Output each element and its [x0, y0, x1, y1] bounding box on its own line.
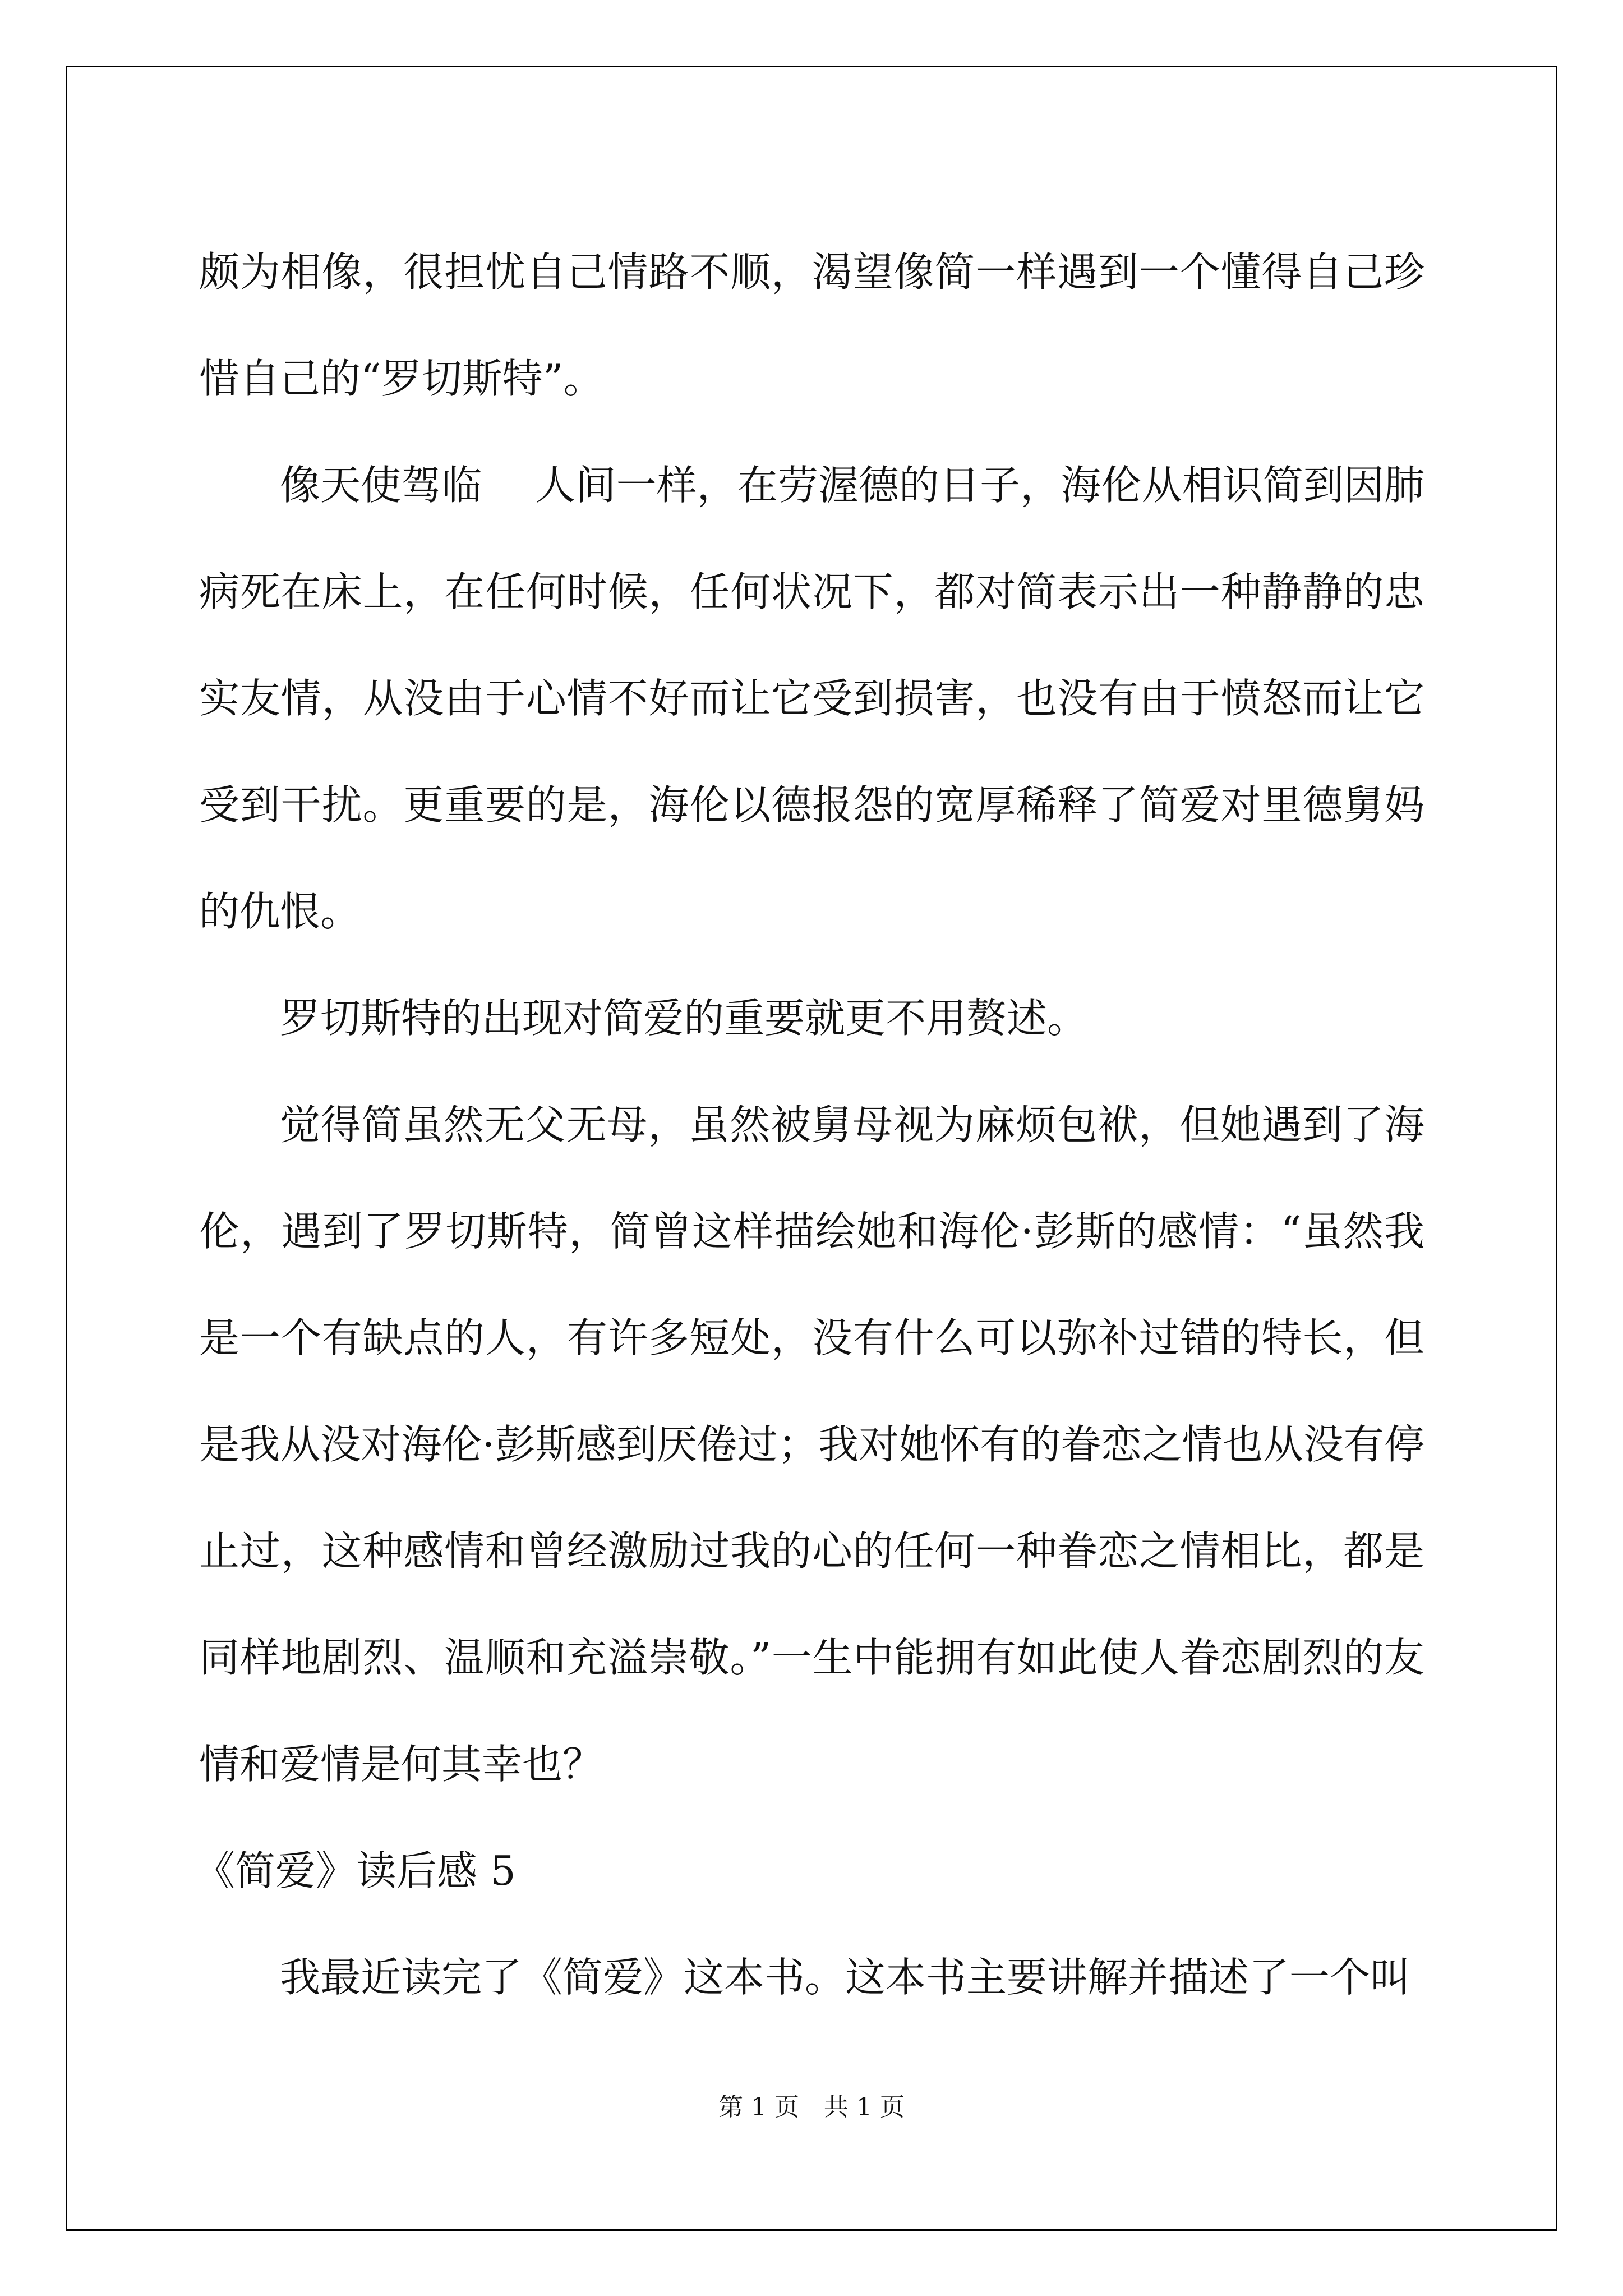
section-heading: 《简爱》读后感 5 [195, 1847, 516, 1894]
paragraph-2: 像天使驾临 人间一样，在劳渥德的日子，海伦从相识简到因肺病死在床上，在任何时候，任何状况下，都对简表示出一种静静的忠实友情，从没由于心情不好而让它受到损害，也没有由于愤怒而让它受到干扰。更重要的是，海伦以德报怨的宽厚稀释了简爱对里德舅妈的仇恨。 [199, 462, 1424, 935]
document-body [195, 219, 1424, 2031]
paragraph-4: 觉得简虽然无父无母，虽然被舅母视为麻烦包袱，但她遇到了海伦，遇到了罗切斯特，简曾这样描绘她和海伦·彭斯的感情：“虽然我是一个有缺点的人，有许多短处，没有什么可以弥补过错的特长，但是我从没对海伦·彭斯感到厌倦过；我对她怀有的眷恋之情也从没有停止过，这种感情和曾经激励过我的心的任何一种眷恋之情相比，都是同样地剧烈、温顺和充溢崇敬。”一生中能拥有如此使人眷恋剧烈的友情和爱情是何其幸也？ [199, 1101, 1424, 1788]
paragraph-1: 颇为相像，很担忧自己情路不顺，渴望像简一样遇到一个懂得自己珍惜自己的“罗切斯特”。 [199, 249, 1424, 402]
paragraph-3: 罗切斯特的出现对简爱的重要就更不用赘述。 [280, 995, 1088, 1042]
page-number-footer: 第 1 页 共 1 页 [718, 2093, 905, 2122]
paragraph-5: 我最近读完了《简爱》这本书。这本书主要讲解并描述了一个叫 [280, 1954, 1411, 2001]
